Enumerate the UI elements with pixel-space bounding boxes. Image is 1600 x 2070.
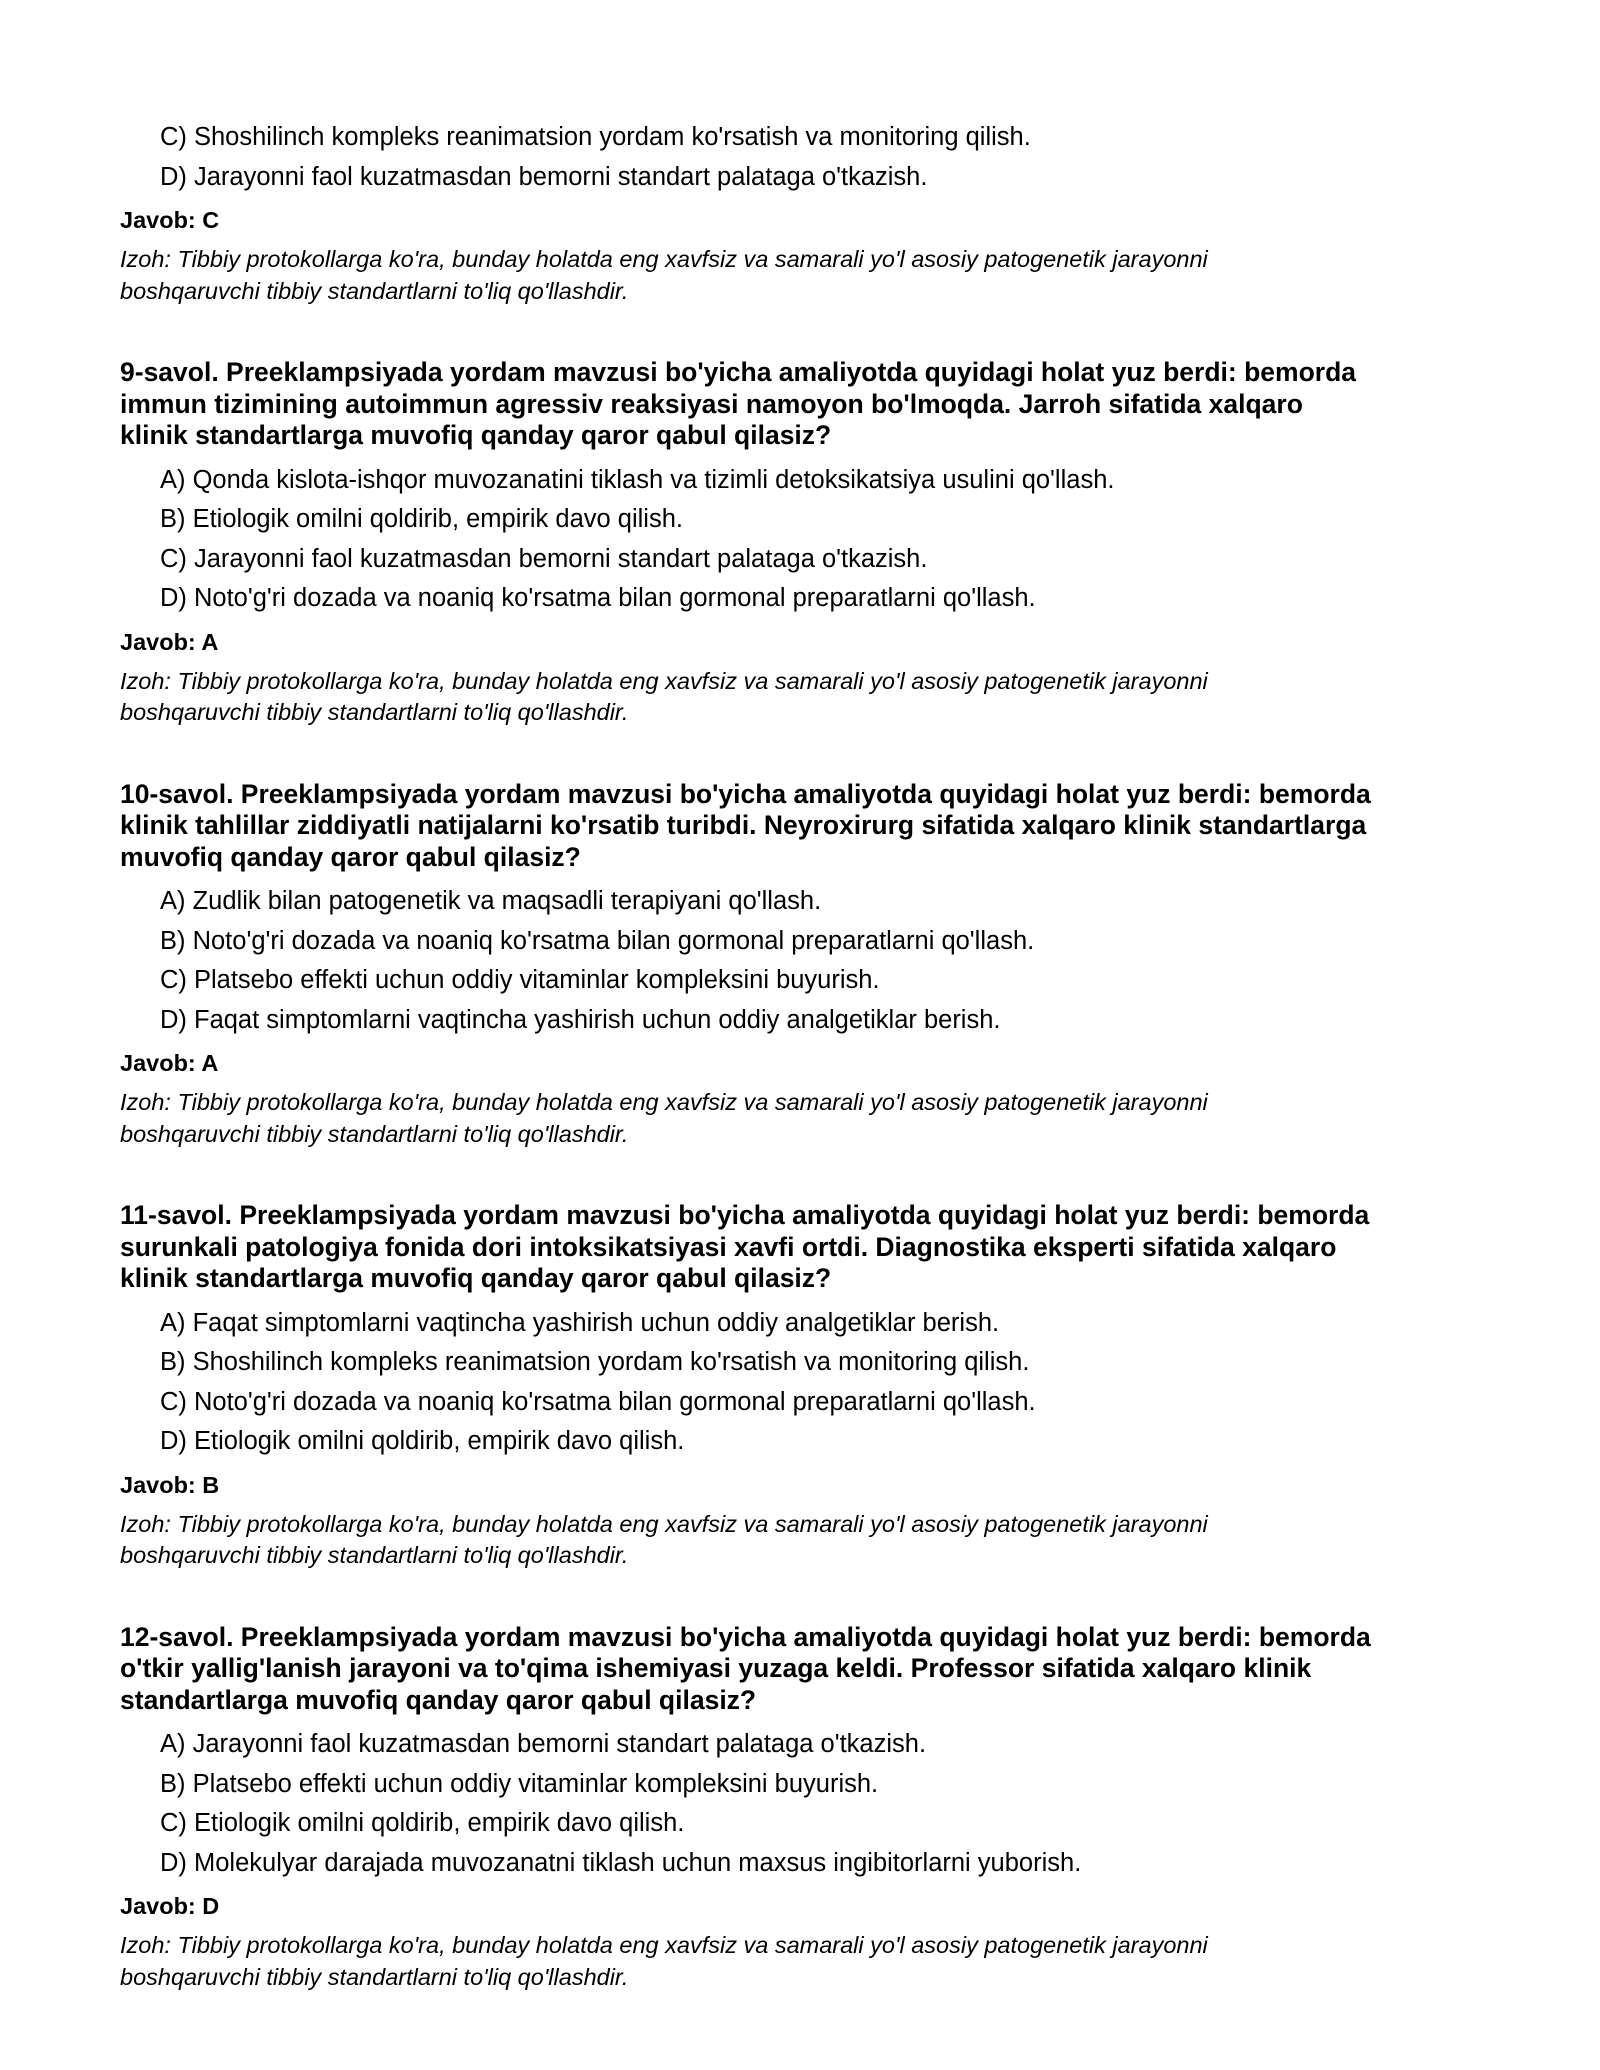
question-8-continuation — [120, 118, 1480, 307]
question-text — [120, 779, 1480, 874]
question-line-3: klinik standartlarga muvofiq qanday qaror qabul qilasiz? — [120, 420, 832, 450]
explanation-note — [120, 1087, 1480, 1150]
question-line-1: 12-savol. Preeklampsiyada yordam mavzusi bo'yicha amaliyotda quyidagi holat yuz berdi: bemorda — [120, 1621, 1371, 1652]
option-a: A) Zudlik bilan patogenetik va maqsadli terapiyani qo'llash. — [160, 887, 822, 915]
question-line-2: surunkali patologiya fonida dori intoksikatsiyasi xavfi ortdi. Diagnostika eksperti sifatida xalqaro — [120, 1231, 1337, 1262]
note-line-2: boshqaruvchi tibbiy standartlarni to'liq qo'llashdir. — [120, 1963, 629, 1990]
explanation-note — [120, 1509, 1480, 1572]
option-b: B) Etiologik omilni qoldirib, empirik davo qilish. — [160, 505, 683, 533]
explanation-note — [120, 1930, 1480, 1993]
note-line-1: Izoh: Tibbiy protokollarga ko'ra, bunday holatda eng xavfsiz va samarali yo'l asosiy patogenetik jarayonni — [120, 667, 1208, 694]
note-line-2: boshqaruvchi tibbiy standartlarni to'liq qo'llashdir. — [120, 277, 629, 304]
explanation-note — [120, 244, 1480, 307]
answer-label: Javob: A — [120, 1050, 219, 1076]
question-line-3: standartlarga muvofiq qanday qaror qabul qilasiz? — [120, 1684, 757, 1715]
option-c: C) Shoshilinch kompleks reanimatsion yordam ko'rsatish va monitoring qilish. — [160, 123, 1031, 151]
question-line-3: muvofiq qanday qaror qabul qilasiz? — [120, 841, 581, 872]
note-line-2: boshqaruvchi tibbiy standartlarni to'liq qo'llashdir. — [120, 1542, 629, 1568]
question-10 — [120, 779, 1480, 1151]
option-c: C) Jarayonni faol kuzatmasdan bemorni standart palataga o'tkazish. — [160, 544, 928, 573]
question-line-2: o'tkir yallig'lanish jarayoni va to'qima ishemiyasi yuzaga keldi. Professor sifatida xalqaro klinik — [120, 1653, 1312, 1683]
question-text — [120, 1622, 1480, 1717]
note-line-1: Izoh: Tibbiy protokollarga ko'ra, bunday holatda eng xavfsiz va samarali yo'l asosiy patogenetik jarayonni — [120, 246, 1208, 272]
explanation-note — [120, 666, 1480, 729]
question-line-2: immun tizimining autoimmun agressiv reaksiyasi namoyon bo'lmoqda. Jarroh sifatida xalqaro — [120, 388, 1303, 419]
note-line-1: Izoh: Tibbiy protokollarga ko'ra, bunday holatda eng xavfsiz va samarali yo'l asosiy patogenetik jarayonni — [120, 1089, 1208, 1115]
answer-label: Javob: D — [120, 1893, 220, 1919]
option-d: D) Jarayonni faol kuzatmasdan bemorni standart palataga o'tkazish. — [160, 162, 928, 191]
question-9 — [120, 357, 1480, 729]
note-line-2: boshqaruvchi tibbiy standartlarni to'liq qo'llashdir. — [120, 1120, 629, 1147]
question-text — [120, 357, 1480, 452]
question-11 — [120, 1200, 1480, 1572]
question-line-1: 11-savol. Preeklampsiyada yordam mavzusi bo'yicha amaliyotda quyidagi holat yuz berdi: bemorda — [120, 1200, 1370, 1230]
option-b: B) Shoshilinch kompleks reanimatsion yordam ko'rsatish va monitoring qilish. — [160, 1348, 1030, 1376]
option-c: C) Platsebo effekti uchun oddiy vitaminlar kompleksini buyurish. — [160, 966, 880, 994]
option-b: B) Noto'g'ri dozada va noaniq ko'rsatma bilan gormonal preparatlarni qo'llash. — [160, 926, 1035, 955]
question-text — [120, 1200, 1480, 1295]
option-a: A) Faqat simptomlarni vaqtincha yashirish uchun oddiy analgetiklar berish. — [160, 1308, 1000, 1337]
option-c: C) Noto'g'ri dozada va noaniq ko'rsatma bilan gormonal preparatlarni qo'llash. — [160, 1387, 1036, 1416]
option-a: A) Qonda kislota-ishqor muvozanatini tiklash va tizimli detoksikatsiya usulini qo'llash. — [160, 465, 1115, 494]
option-b: B) Platsebo effekti uchun oddiy vitaminlar kompleksini buyurish. — [160, 1769, 879, 1798]
note-line-1: Izoh: Tibbiy protokollarga ko'ra, bunday holatda eng xavfsiz va samarali yo'l asosiy patogenetik jarayonni — [120, 1510, 1208, 1537]
question-line-1: 9-savol. Preeklampsiyada yordam mavzusi bo'yicha amaliyotda quyidagi holat yuz berdi: bemorda — [120, 357, 1357, 387]
option-a: A) Jarayonni faol kuzatmasdan bemorni standart palataga o'tkazish. — [160, 1730, 927, 1758]
note-line-1: Izoh: Tibbiy protokollarga ko'ra, bunday holatda eng xavfsiz va samarali yo'l asosiy patogenetik jarayonni — [120, 1932, 1208, 1958]
answer-label: Javob: A — [120, 628, 219, 655]
answer-label: Javob: C — [120, 207, 220, 233]
option-d: D) Etiologik omilni qoldirib, empirik davo qilish. — [160, 1427, 685, 1455]
note-line-2: boshqaruvchi tibbiy standartlarni to'liq qo'llashdir. — [120, 699, 629, 725]
option-c: C) Etiologik omilni qoldirib, empirik davo qilish. — [160, 1809, 685, 1837]
option-d: D) Faqat simptomlarni vaqtincha yashirish uchun oddiy analgetiklar berish. — [160, 1005, 1001, 1034]
option-d: D) Molekulyar darajada muvozanatni tiklash uchun maxsus ingibitorlarni yuborish. — [160, 1848, 1082, 1877]
option-d: D) Noto'g'ri dozada va noaniq ko'rsatma bilan gormonal preparatlarni qo'llash. — [160, 584, 1036, 612]
question-line-2: klinik tahlillar ziddiyatli natijalarni ko'rsatib turibdi. Neyroxirurg sifatida xalqaro klinik standartlarga — [120, 810, 1367, 840]
question-12 — [120, 1622, 1480, 1994]
question-line-1: 10-savol. Preeklampsiyada yordam mavzusi bo'yicha amaliyotda quyidagi holat yuz berdi: bemorda — [120, 778, 1371, 809]
answer-label: Javob: B — [120, 1471, 220, 1498]
question-line-3: klinik standartlarga muvofiq qanday qaror qabul qilasiz? — [120, 1263, 832, 1293]
